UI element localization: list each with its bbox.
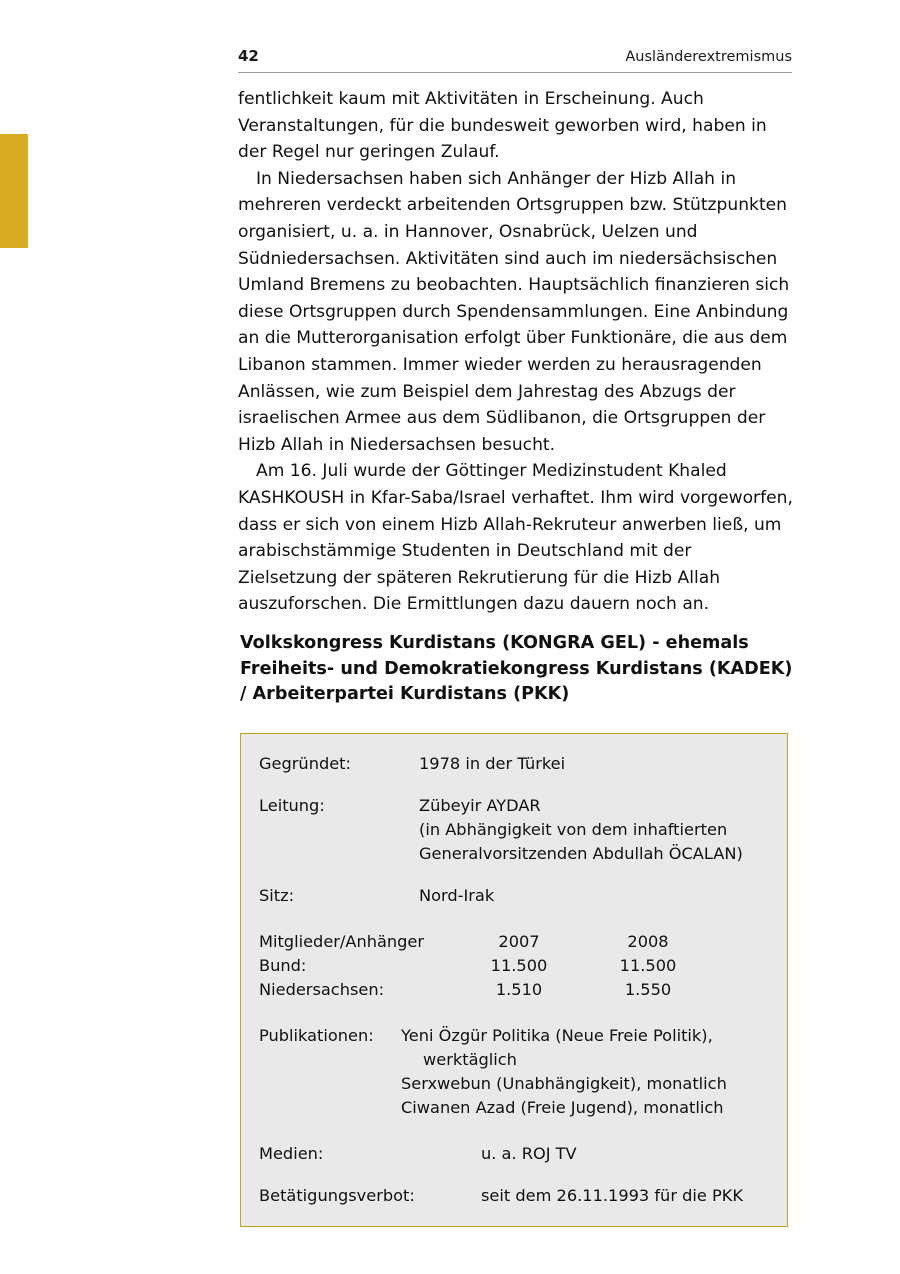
running-title: Ausländerextremismus (625, 49, 792, 65)
spacer (259, 908, 771, 930)
info-row-publications (259, 1024, 771, 1120)
members-row-2008: 11.500 (619, 956, 677, 975)
leadership-label: Leitung: (259, 796, 325, 815)
organisation-info-box (240, 733, 788, 1227)
members-header-row (259, 930, 771, 954)
ban-label: Betätigungsverbot: (259, 1186, 415, 1205)
leadership-line-2: (in Abhängigkeit von dem inhaftierten (419, 820, 728, 839)
page-number: 42 (238, 47, 259, 65)
members-row-label: Niedersachsen: (259, 980, 385, 999)
chapter-edge-marker (0, 134, 28, 248)
members-year-2007: 2007 (498, 932, 540, 951)
publications-label: Publikationen: (259, 1026, 374, 1045)
members-row-2007: 1.510 (495, 980, 543, 999)
leadership-line-3: Generalvorsitzenden Abdullah ÖCALAN) (419, 844, 743, 863)
leadership-value (419, 794, 771, 866)
body-text (238, 86, 794, 618)
spacer (259, 1120, 771, 1142)
members-row-2007: 11.500 (490, 956, 548, 975)
info-row-leadership (259, 794, 771, 866)
founded-label: Gegründet: (259, 754, 351, 773)
paragraph-2: In Niedersachsen haben sich Anhänger der Hizb Allah in mehreren verdeckt arbeitenden Ortsgruppen bzw. Stützpunkten organisiert, u. a. in Hannover, Osnabrück, Uelzen und Südniedersachsen. Aktivitäten sind auch im niedersächsischen Umland Bremens zu beobachten. Hauptsächlich finanzieren sich diese Ortsgruppen durch Spendensammlungen. Eine Anbindung an die Mutterorganisation erfolgt über Funktionäre, die aus dem Libanon stammen. Immer wieder werden zu herausragenden Anlässen, wie zum Beispiel dem Jahrestag des Abzugs der israelischen Armee aus dem Südlibanon, die Ortsgruppen der Hizb Allah in Niedersachsen besucht. (238, 168, 790, 455)
paragraph-1: fentlichkeit kaum mit Aktivitäten in Erscheinung. Auch Veranstaltungen, für die bundesweit geworben wird, haben in der Regel nur geringen Zulauf. (238, 89, 767, 163)
section-heading: Volkskongress Kurdistans (KONGRA GEL) - ehemals Freiheits- und Demokratiekongress Kurdistans (KADEK) / Arbeiterpartei Kurdistans (PKK) (240, 633, 793, 704)
info-row-founded (259, 752, 771, 776)
leadership-line-1: Zübeyir AYDAR (419, 796, 541, 815)
media-value: u. a. ROJ TV (481, 1144, 577, 1163)
members-row-bund (259, 954, 771, 978)
seat-label: Sitz: (259, 886, 295, 905)
media-label: Medien: (259, 1144, 324, 1163)
members-year-2008: 2008 (627, 932, 669, 951)
ban-value: seit dem 26.11.1993 für die PKK (481, 1186, 743, 1205)
info-row-seat (259, 884, 771, 908)
page-header (238, 47, 792, 73)
publications-line-4: Ciwanen Azad (Freie Jugend), monatlich (401, 1098, 724, 1117)
members-row-2008: 1.550 (624, 980, 672, 999)
members-row-niedersachsen (259, 978, 771, 1002)
info-row-media (259, 1142, 771, 1166)
spacer (259, 866, 771, 884)
seat-value: Nord-Irak (419, 886, 495, 905)
members-label: Mitglieder/Anhänger (259, 932, 425, 951)
info-row-ban (259, 1184, 771, 1208)
paragraph-3: Am 16. Juli wurde der Göttinger Medizinstudent Khaled KASHKOUSH in Kfar-Saba/Israel verhaftet. Ihm wird vorgeworfen, dass er sich von einem Hizb Allah-Rekruteur anwerben ließ, um arabischstämmige Studenten in Deutschland mit der Zielsetzung der späteren Rekrutierung für die Hizb Allah auszuforschen. Die Ermittlungen dazu dauern noch an. (238, 461, 793, 615)
publications-line-3: Serxwebun (Unabhängigkeit), monatlich (401, 1074, 727, 1093)
spacer (259, 776, 771, 794)
publications-line-1: Yeni Özgür Politika (Neue Freie Politik), (401, 1026, 713, 1045)
members-row-label: Bund: (259, 956, 307, 975)
founded-value: 1978 in der Türkei (419, 754, 566, 773)
spacer (259, 1002, 771, 1024)
publications-line-2: werktäglich (423, 1050, 517, 1069)
spacer (259, 1166, 771, 1184)
publications-value (401, 1024, 771, 1120)
